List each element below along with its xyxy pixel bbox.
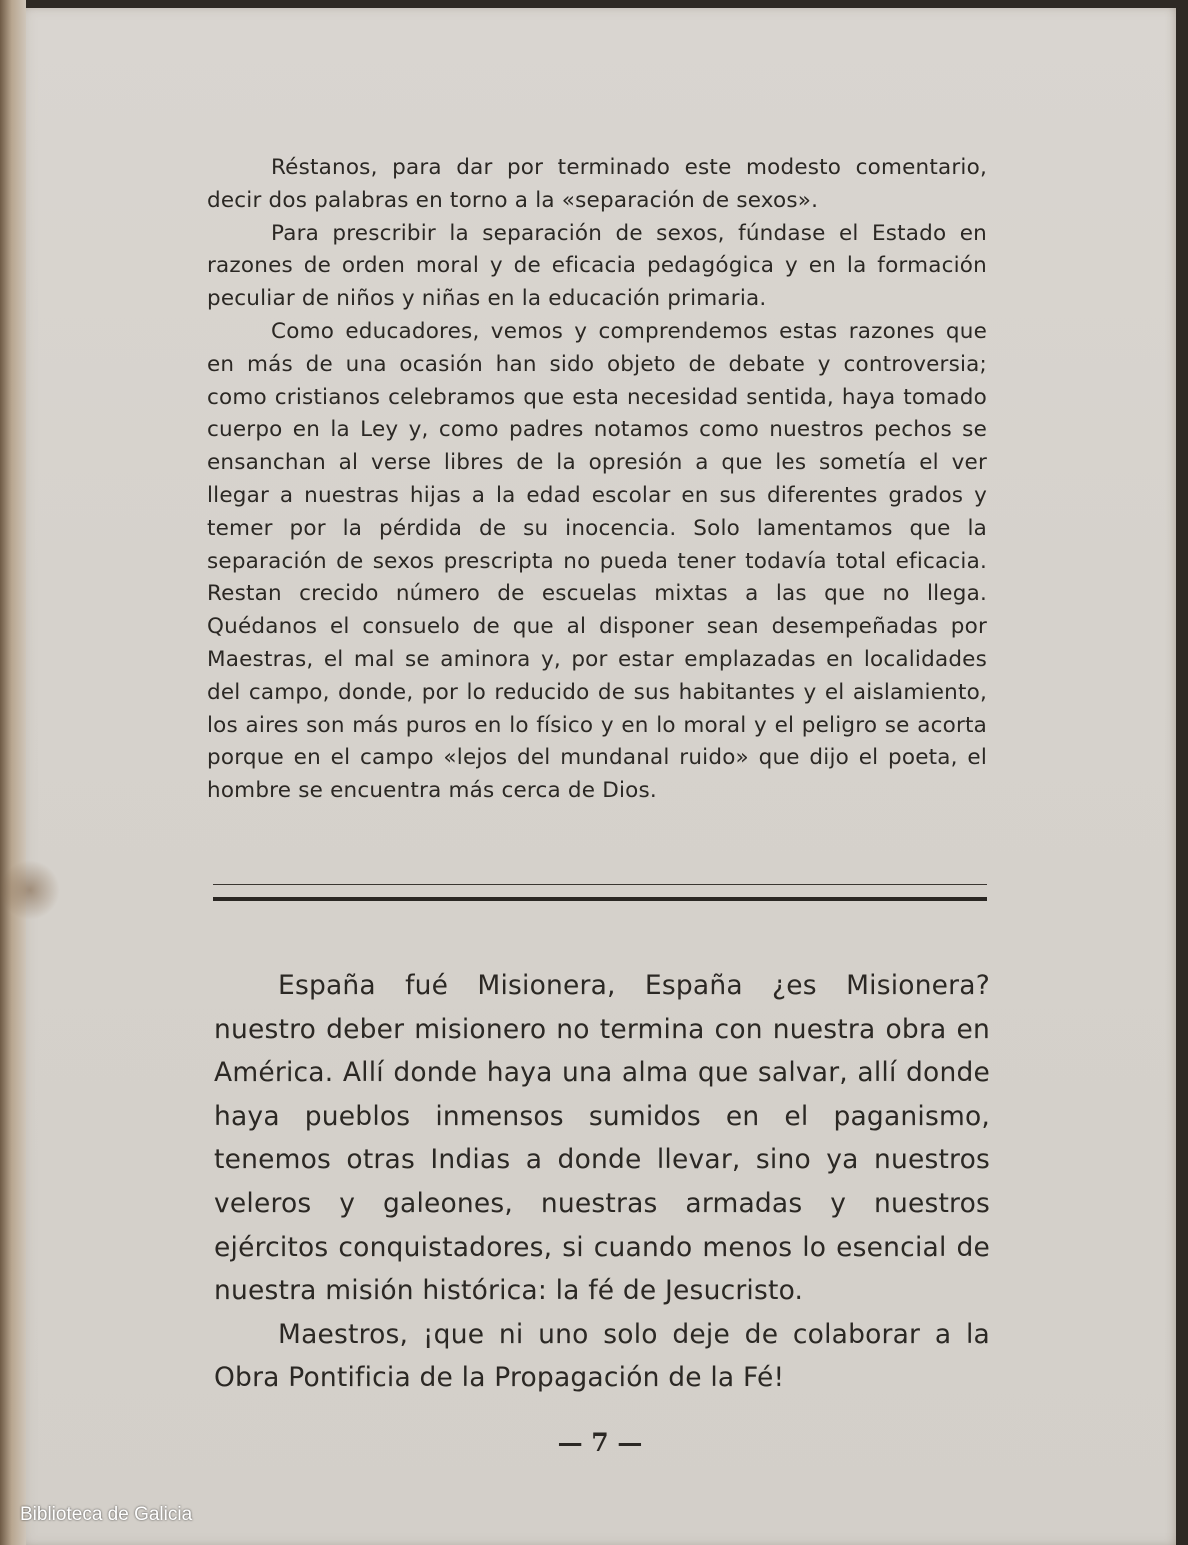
paragraph-separation-intro: Réstanos, para dar por terminado este modesto comentario, decir dos palabras en torno a la «separación de sexos». <box>207 155 987 213</box>
paragraph-state-reasons: Para prescribir la separación de sexos, fúndase el Estado en razones de orden moral y de eficacia pedagógica y en la formación peculiar de niños y niñas en la educación primaria. <box>207 220 987 312</box>
book-spine <box>0 0 26 1545</box>
paragraph-teachers-appeal: Maestros, ¡que ni uno solo deje de colaborar a la Obra Pontificia de la Propagación de la Fé! <box>214 1318 990 1394</box>
library-watermark: Biblioteca de Galicia <box>20 1504 193 1525</box>
paragraph-spain-mission: España fué Misionera, España ¿es Misionera? nuestro deber misionero no termina con nuestra obra en América. Allí donde haya una alma que salvar, allí donde haya pueblos inmensos sumidos en el paganismo, tenemos otras Indias a donde llevar, sino ya nuestros veleros y galeones, nuestras armadas y nuestros ejércitos conquistadores, si cuando menos lo esencial de nuestra misión histórica: la fé de Jesucristo. <box>214 970 990 1307</box>
commentary-text-block <box>207 152 987 808</box>
mission-text-block <box>214 964 990 1400</box>
paper-stain <box>0 860 60 920</box>
separator-rule-thick <box>213 897 987 901</box>
page-number: — 7 — <box>557 1428 643 1457</box>
paragraph-educators-view: Como educadores, vemos y comprendemos estas razones que en más de una ocasión han sido objeto de debate y controversia; como cristianos celebramos que esta necesidad sentida, haya tomado cuerpo en la Ley y, como padres notamos como nuestros pechos se ensanchan al verse libres de la opresión a que les sometía el ver llegar a nuestras hijas a la edad escolar en sus diferentes grados y temer por la pérdida de su inocencia. Solo lamentamos que la separación de sexos prescripta no pueda tener todavía total eficacia. Restan crecido número de escuelas mixtas a las que no llega. Quédanos el consuelo de que al disponer sean desempeñadas por Maestras, el mal se aminora y, por estar emplazadas en localidades del campo, donde, por lo reducido de sus habitantes y el aislamiento, los aires son más puros en lo físico y en lo moral y el peligro se acorta porque en el campo «lejos del mundanal ruido» que dijo el poeta, el hombre se encuentra más cerca de Dios. <box>207 318 987 804</box>
separator-rule-thin <box>213 884 987 885</box>
